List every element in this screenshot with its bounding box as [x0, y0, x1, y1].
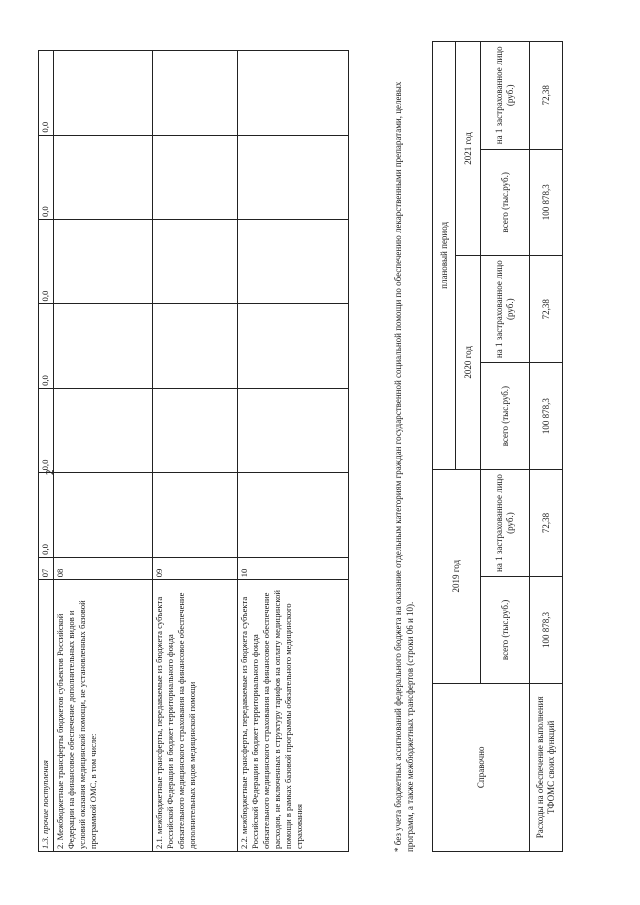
row-value: 0,0 — [39, 51, 54, 136]
row-value — [153, 473, 238, 557]
row-value — [153, 51, 238, 136]
row-value — [153, 135, 238, 219]
planned-period-header: плановый период — [433, 42, 456, 470]
row-value — [238, 51, 349, 136]
row-value — [238, 220, 349, 304]
reference-table — [432, 41, 563, 852]
table-row — [530, 42, 563, 852]
row-value: 72,38 — [530, 255, 563, 363]
row-code: 10 — [238, 557, 349, 579]
row-value — [54, 388, 153, 472]
year-header: 2021 год — [456, 42, 481, 256]
row-code: 09 — [153, 557, 238, 579]
row-name: 1.3. прочие поступления — [39, 580, 54, 852]
row-value — [238, 304, 349, 388]
row-name: Расходы на обеспечение выполнения ТФОМС своих функций — [530, 683, 563, 851]
row-name: 2.2. межбюджетные трансферты, передаваемые из бюджета субъекта Российской Федерации в бюджет территориального фонда обязательного медицинского страхования на финансовое обеспечение расходов, не включенных в структуру тарифов на оплату медицинской помощи в рамках базовой программы обязательного медицинского страхования — [238, 580, 349, 852]
row-value — [54, 304, 153, 388]
column-header: всего (тыс.руб.) — [481, 577, 530, 683]
year-header: 2019 год — [433, 469, 481, 683]
row-code: 08 — [54, 557, 153, 579]
row-value — [153, 304, 238, 388]
row-value: 0,0 — [39, 473, 54, 557]
row-value: 0,0 — [39, 304, 54, 388]
row-value — [54, 473, 153, 557]
row-value — [238, 135, 349, 219]
row-value — [153, 388, 238, 472]
row-value — [238, 388, 349, 472]
row-value — [54, 51, 153, 136]
row-value — [54, 135, 153, 219]
row-value — [153, 220, 238, 304]
page-number: 2 — [44, 469, 56, 475]
row-name: 2. Межбюджетные трансферты бюджетов субъектов Российской Федерации на финансовое обеспечение дополнительных видов и условий оказания медицинской помощи, не установленных базовой программой ОМС, в том числе: — [54, 580, 153, 852]
column-header: на 1 застрахованное лицо (руб.) — [481, 42, 530, 150]
row-value: 100 878,3 — [530, 363, 563, 469]
row-value: 72,38 — [530, 42, 563, 150]
table-row — [238, 51, 349, 852]
row-value: 0,0 — [39, 135, 54, 219]
table-row — [54, 51, 153, 852]
year-header: 2020 год — [456, 255, 481, 469]
row-name: 2.1. межбюджетные трансферты, передаваемые из бюджета субъекта Российской Федерации в бюджет территориального фонда обязательного медицинского страхования на финансовое обеспечение дополнительных видов медицинской помощи — [153, 580, 238, 852]
table-row — [39, 51, 54, 852]
table-row — [153, 51, 238, 852]
row-value: 100 878,3 — [530, 149, 563, 255]
reference-label: Справочно — [433, 683, 530, 851]
row-value: 0,0 — [39, 388, 54, 472]
column-header: на 1 застрахованное лицо (руб.) — [481, 469, 530, 577]
row-value — [54, 220, 153, 304]
funding-table — [38, 50, 349, 852]
row-value: 72,38 — [530, 469, 563, 577]
row-value — [238, 473, 349, 557]
column-header: всего (тыс.руб.) — [481, 363, 530, 469]
column-header: на 1 застрахованное лицо (руб.) — [481, 255, 530, 363]
table-row — [433, 42, 456, 852]
row-value: 0,0 — [39, 220, 54, 304]
footnote: * без учета бюджетных ассигнований федерального бюджета на оказание отдельным категориям граждан государственной социальной помощи по обеспечению лекарственными препаратами, целевых программ, а также межбюджетных трансфертов (строки 06 и 10). — [393, 81, 415, 852]
row-value: 100 878,3 — [530, 577, 563, 683]
row-code: 07 — [39, 557, 54, 579]
column-header: всего (тыс.руб.) — [481, 149, 530, 255]
